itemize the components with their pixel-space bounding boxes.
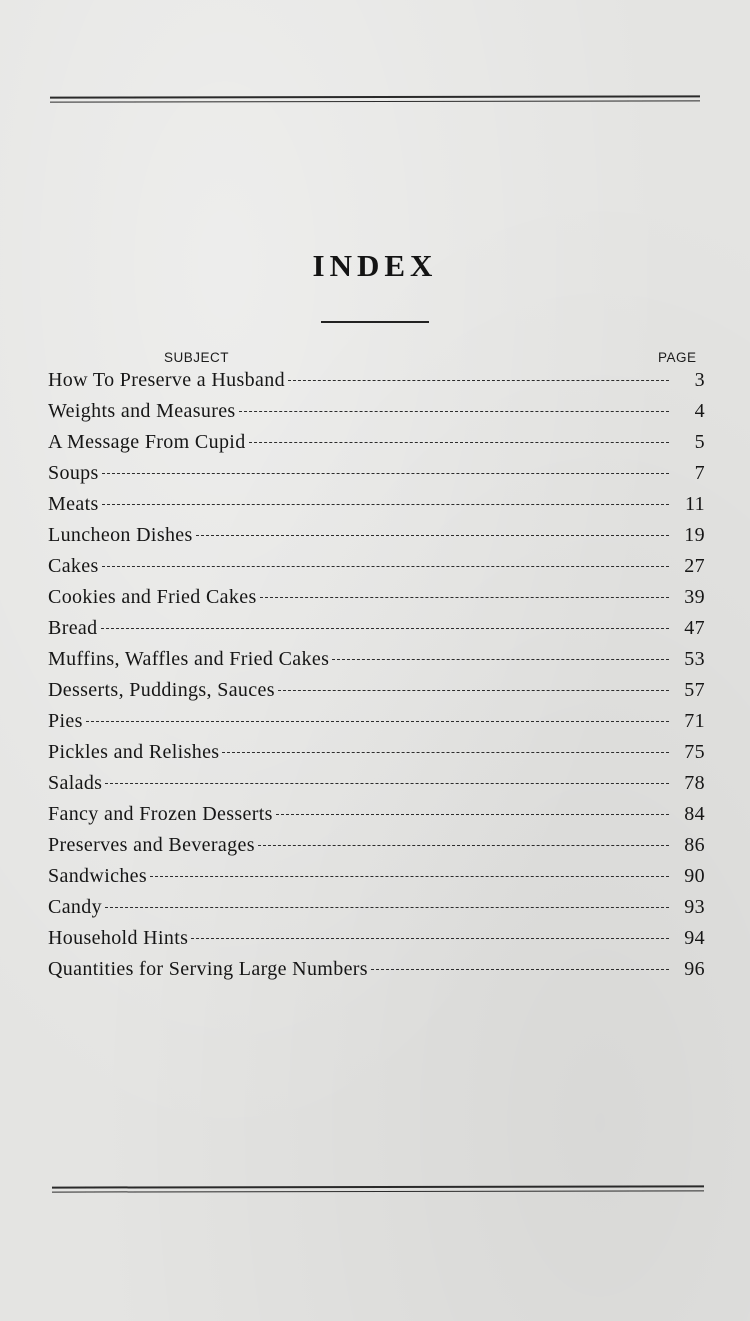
index-entry	[48, 369, 705, 400]
index-entry	[48, 431, 705, 462]
index-entry	[48, 617, 705, 648]
entry-page-number: 84	[684, 803, 705, 825]
bottom-double-rule	[52, 1185, 704, 1192]
entry-subject: Sandwiches	[48, 865, 148, 887]
entry-page-number: 7	[694, 462, 705, 484]
entry-subject: Soups	[48, 462, 99, 484]
entry-subject: How To Preserve a Husband	[48, 369, 285, 391]
dotted-leader	[371, 969, 669, 970]
dotted-leader	[278, 690, 669, 691]
entry-page-number: 53	[684, 648, 705, 670]
index-entries	[48, 369, 705, 989]
entry-page-number: 94	[684, 927, 705, 949]
entry-page-number: 96	[684, 958, 705, 980]
entry-subject: Preserves and Beverages	[48, 834, 255, 856]
dotted-leader	[105, 907, 669, 908]
index-entry	[48, 462, 705, 493]
index-entry	[48, 896, 705, 927]
entry-subject: Muffins, Waffles and Fried Cakes	[48, 648, 330, 670]
entry-page-number: 11	[685, 493, 705, 515]
index-entry	[48, 679, 705, 710]
dotted-leader	[239, 411, 669, 412]
entry-subject: A Message From Cupid	[48, 431, 246, 453]
entry-subject: Meats	[48, 493, 99, 515]
entry-subject: Luncheon Dishes	[48, 524, 193, 546]
entry-subject: Candy	[48, 896, 102, 918]
index-entry	[48, 958, 705, 989]
dotted-leader	[86, 721, 669, 722]
entry-subject: Cookies and Fried Cakes	[48, 586, 257, 608]
entry-page-number: 3	[694, 369, 705, 391]
index-entry	[48, 524, 705, 555]
entry-subject: Weights and Measures	[48, 400, 236, 422]
dotted-leader	[332, 659, 669, 660]
entry-page-number: 39	[684, 586, 705, 608]
dotted-leader	[196, 535, 669, 536]
entry-page-number: 75	[684, 741, 705, 763]
entry-subject: Cakes	[48, 555, 99, 577]
title-underline	[321, 321, 429, 323]
entry-subject: Quantities for Serving Large Numbers	[48, 958, 368, 980]
entry-subject: Pies	[48, 710, 83, 732]
index-entry	[48, 586, 705, 617]
entry-page-number: 27	[684, 555, 705, 577]
dotted-leader	[102, 566, 669, 567]
entry-subject: Household Hints	[48, 927, 189, 949]
dotted-leader	[150, 876, 669, 877]
dotted-leader	[222, 752, 669, 753]
dotted-leader	[101, 628, 669, 629]
dotted-leader	[276, 814, 669, 815]
index-entry	[48, 493, 705, 524]
index-entry	[48, 927, 705, 958]
entry-subject: Pickles and Relishes	[48, 741, 220, 763]
index-entry	[48, 710, 705, 741]
page-title: INDEX	[312, 248, 438, 283]
entry-page-number: 86	[684, 834, 705, 856]
index-entry	[48, 648, 705, 679]
entry-subject: Desserts, Puddings, Sauces	[48, 679, 275, 701]
entry-page-number: 78	[684, 772, 705, 794]
index-entry	[48, 834, 705, 865]
entry-subject: Fancy and Frozen Desserts	[48, 803, 273, 825]
index-entry	[48, 772, 705, 803]
entry-page-number: 4	[694, 400, 705, 422]
entry-subject: Bread	[48, 617, 98, 639]
index-entry	[48, 741, 705, 772]
index-entry	[48, 865, 705, 896]
entry-page-number: 19	[684, 524, 705, 546]
index-entry	[48, 555, 705, 586]
subject-column-header: SUBJECT	[164, 350, 230, 365]
dotted-leader	[258, 845, 669, 846]
dotted-leader	[249, 442, 669, 443]
dotted-leader	[102, 473, 669, 474]
entry-page-number: 57	[684, 679, 705, 701]
page-column-header: PAGE	[658, 350, 697, 365]
entry-page-number: 5	[694, 431, 705, 453]
index-entry	[48, 400, 705, 431]
entry-page-number: 47	[684, 617, 705, 639]
top-double-rule	[50, 95, 700, 102]
index-entry	[48, 803, 705, 834]
dotted-leader	[105, 783, 669, 784]
dotted-leader	[288, 380, 669, 381]
entry-page-number: 90	[684, 865, 705, 887]
entry-page-number: 71	[684, 710, 705, 732]
dotted-leader	[191, 938, 669, 939]
entry-page-number: 93	[684, 896, 705, 918]
dotted-leader	[260, 597, 669, 598]
entry-subject: Salads	[48, 772, 103, 794]
dotted-leader	[102, 504, 669, 505]
